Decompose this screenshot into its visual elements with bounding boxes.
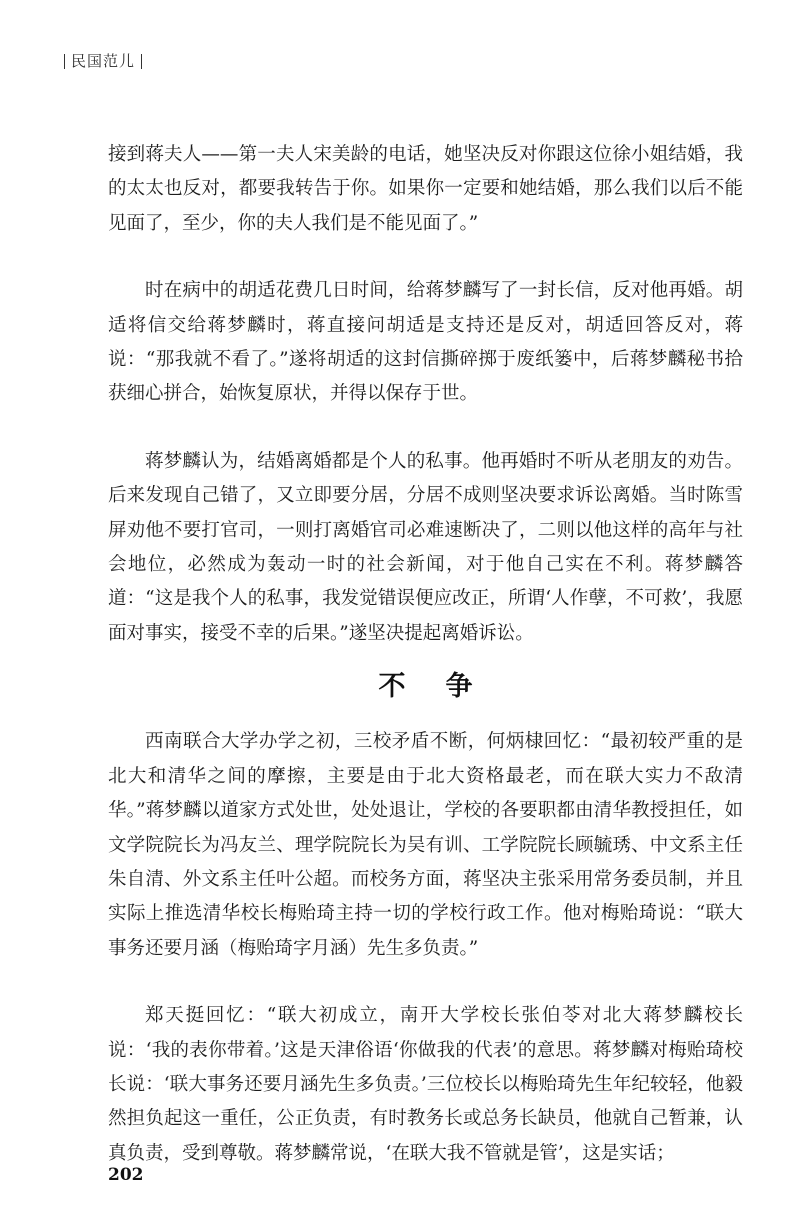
page-number: 202	[108, 1165, 144, 1185]
paragraph: 蒋梦麟认为，结婚离婚都是个人的私事。他再婚时不听从老朋友的劝告。后来发现自己错了，又立即要分居，分居不成则坚决要求诉讼离婚。当时陈雪屏劝他不要打官司，一则打离婚官司必难速断决了，二则以他这样的高年与社会地位，必然成为轰动一时的社会新闻，对于他自己实在不利。蒋梦麟答道：“这是我个人的私事，我发觉错误便应改正，所谓‘人作孽，不可救’，我愿面对事实，接受不幸的后果。”遂坚决提起离婚诉讼。	[108, 450, 743, 644]
paragraph-gap	[108, 412, 743, 445]
page-body	[108, 138, 743, 1171]
paragraph-gap	[108, 966, 743, 999]
paragraph: 郑天挺回忆：“联大初成立，南开大学校长张伯苓对北大蒋梦麟校长说：‘我的表你带着。’这是天津俗语‘你做我的代表’的意思。蒋梦麟对梅贻琦校长说：‘联大事务还要月涵先生多负责。’三位校长以梅贻琦先生年纪较轻，他毅然担负起这一重任，公正负责，有时教务长或总务长缺员，他就自己暂兼，认真负责，受到尊敬。蒋梦麟常说，‘在联大我不管就是管’，这是实话；	[108, 1005, 743, 1164]
paragraph-continued: 接到蒋夫人——第一夫人宋美龄的电话，她坚决反对你跟这位徐小姐结婚，我的太太也反对，都要我转告于你。如果你一定要和她结婚，那么我们以后不能见面了，至少，你的夫人我们是不能见面了。”	[108, 144, 743, 234]
paragraph: 西南联合大学办学之初，三校矛盾不断，何炳棣回忆：“最初较严重的是北大和清华之间的摩擦，主要是由于北大资格最老，而在联大实力不敌清华。”蒋梦麟以道家方式处世，处处退让，学校的各要职都由清华教授担任，如文学院院长为冯友兰、理学院院长为吴有训、工学院院长顾毓琇、中文系主任朱自清、外文系主任叶公超。而校务方面，蒋坚决主张采用常务委员制，并且实际上推选清华校长梅贻琦主持一切的学校行政工作。他对梅贻琦说：“联大事务还要月涵（梅贻琦字月涵）先生多负责。”	[108, 731, 743, 959]
paragraph-gap	[108, 241, 743, 274]
header-right-rule	[141, 54, 142, 69]
running-title: 民国范儿	[71, 52, 136, 70]
paragraph: 时在病中的胡适花费几日时间，给蒋梦麟写了一封长信，反对他再婚。胡适将信交给蒋梦麟时，蒋直接问胡适是支持还是反对，胡适回答反对，蒋说：“那我就不看了。”遂将胡适的这封信撕碎掷于废纸篓中，后蒋梦麟秘书拾获细心拼合，始恢复原状，并得以保存于世。	[108, 280, 743, 405]
header-left-rule	[64, 54, 65, 69]
running-header	[58, 50, 148, 71]
section-title: 不争	[378, 671, 513, 703]
